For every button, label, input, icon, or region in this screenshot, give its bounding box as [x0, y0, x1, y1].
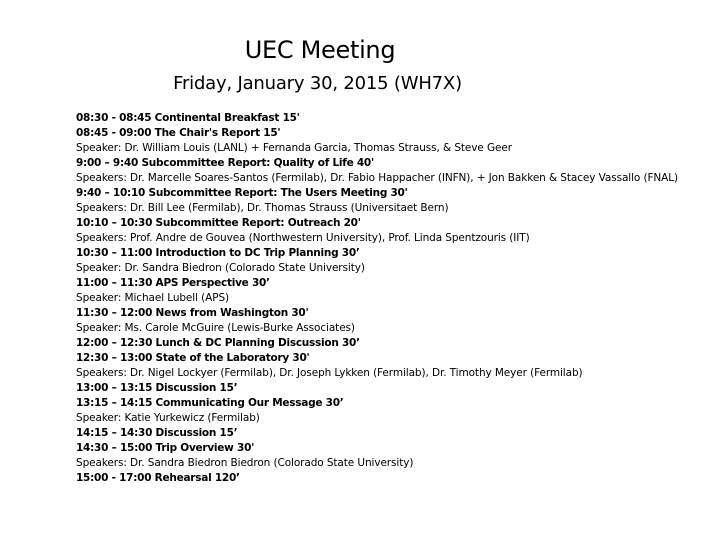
- agenda-session-item: 9:00 – 9:40 Subcommittee Report: Quality of Life 40': [76, 157, 374, 169]
- agenda-speaker-line: Speakers: Dr. Nigel Lockyer (Fermilab), Dr. Joseph Lykken (Fermilab), Dr. Timothy Meyer (Fermilab): [76, 367, 583, 379]
- agenda-session-item: 11:30 – 12:00 News from Washington 30': [76, 307, 309, 319]
- agenda-session-item: 14:30 – 15:00 Trip Overview 30': [76, 442, 255, 454]
- agenda-session-item: 9:40 – 10:10 Subcommittee Report: The Users Meeting 30': [76, 187, 408, 199]
- agenda-speaker-line: Speakers: Dr. Bill Lee (Fermilab), Dr. Thomas Strauss (Universitaet Bern): [76, 202, 449, 214]
- agenda-session-item: 08:45 - 09:00 The Chair's Report 15': [76, 127, 281, 139]
- agenda-speaker-line: Speaker: Ms. Carole McGuire (Lewis-Burke Associates): [76, 322, 355, 334]
- agenda-session-item: 14:15 – 14:30 Discussion 15’: [76, 427, 238, 439]
- agenda-speaker-line: Speaker: Dr. Sandra Biedron (Colorado State University): [76, 262, 365, 274]
- agenda-session-item: 12:30 – 13:00 State of the Laboratory 30': [76, 352, 310, 364]
- agenda-session-item: 15:00 - 17:00 Rehearsal 120’: [76, 472, 240, 484]
- agenda-session-item: 10:30 – 11:00 Introduction to DC Trip Planning 30’: [76, 247, 360, 259]
- agenda-session-item: 11:00 – 11:30 APS Perspective 30’: [76, 277, 270, 289]
- agenda-session-item: 13:15 – 14:15 Communicating Our Message 30’: [76, 397, 344, 409]
- agenda-speaker-line: Speakers: Dr. Sandra Biedron Biedron (Colorado State University): [76, 457, 414, 469]
- agenda-session-item: 10:10 – 10:30 Subcommittee Report: Outreach 20': [76, 217, 361, 229]
- agenda-speaker-line: Speaker: Katie Yurkewicz (Fermilab): [76, 412, 260, 424]
- page-title: UEC Meeting: [244, 36, 396, 64]
- agenda-speaker-line: Speaker: Michael Lubell (APS): [76, 292, 230, 304]
- page-subtitle: Friday, January 30, 2015 (WH7X): [173, 73, 462, 94]
- agenda-session-item: 12:00 – 12:30 Lunch & DC Planning Discussion 30’: [76, 337, 360, 349]
- agenda-session-item: 13:00 – 13:15 Discussion 15’: [76, 382, 238, 394]
- agenda-session-item: 08:30 - 08:45 Continental Breakfast 15': [76, 112, 300, 124]
- agenda-list: [76, 111, 716, 486]
- agenda-speaker-line: Speakers: Prof. Andre de Gouvea (Northwestern University), Prof. Linda Spentzouris (IIT): [76, 232, 530, 244]
- agenda-speaker-line: Speaker: Dr. William Louis (LANL) + Fernanda Garcia, Thomas Strauss, & Steve Geer: [76, 142, 512, 154]
- agenda-speaker-line: Speakers: Dr. Marcelle Soares-Santos (Fermilab), Dr. Fabio Happacher (INFN), + Jon Bakken & Stacey Vassallo (FNAL): [76, 172, 678, 184]
